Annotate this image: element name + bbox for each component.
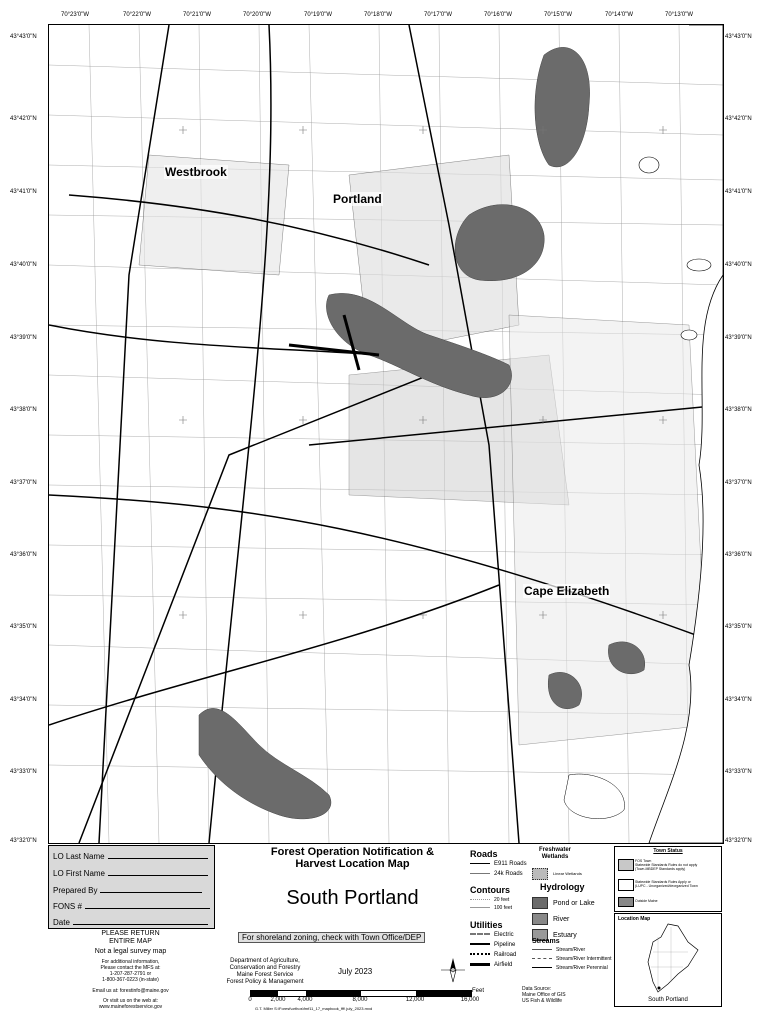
lat-tick-label: 43°37'0"N [725, 480, 752, 486]
town-label-portland: Portland [333, 192, 382, 206]
lat-tick-label: 43°36'0"N [725, 552, 752, 558]
dept-line2: Conservation and Forestry [229, 965, 301, 971]
web-note: Or visit us on the web at: [102, 998, 159, 1004]
shoreland-note: For shoreland zoning, check with Town Office/DEP [238, 932, 425, 943]
return-notes [48, 930, 213, 1010]
status-swatch-outside [618, 897, 634, 907]
legend-airfield: Airfield [494, 962, 513, 968]
lon-tick-label: 70°17'0"W [423, 12, 453, 18]
date-field[interactable] [73, 924, 208, 925]
map-title [230, 846, 475, 870]
location-map-box [614, 913, 722, 1007]
data-source [522, 986, 566, 1004]
legend-100ft: 100 feet [494, 905, 513, 911]
lat-tick-label: 43°38'0"N [10, 407, 37, 413]
scale-label: 8,000 [352, 997, 368, 1003]
legend-e911-roads: E911 Roads [494, 861, 527, 867]
status-outside: Outside Maine [635, 899, 658, 903]
lon-tick-label: 70°21'0"W [182, 12, 212, 18]
info4: 1-800-367-0223 (in-state) [102, 977, 159, 983]
title-line1: Forest Operation Notification & [270, 846, 435, 858]
wetlands-title1: Freshwater [538, 847, 571, 853]
footer-path: G.T. Miller S:\Forest\orthos\fmf11_17_mapbook_fff\ july_2023.mxd [255, 1006, 373, 1011]
lon-tick-label: 70°19'0"W [303, 12, 333, 18]
maine-outline-icon [643, 922, 703, 994]
north-arrow-icon [440, 957, 466, 988]
status-swatch-statewide [618, 879, 634, 891]
legend-pond: Pond or Lake [553, 900, 595, 907]
scale-label: 0 [248, 997, 252, 1003]
info2: Please contact the MFS at: [100, 965, 161, 971]
legend-stream1: Stream/River [556, 947, 586, 953]
fons-label: FONS # [53, 902, 82, 911]
lo-first-name-field[interactable] [108, 875, 208, 876]
legend-contours [470, 885, 512, 912]
department [205, 958, 325, 986]
title-line2: Harvest Location Map [295, 858, 410, 870]
lat-tick-label: 43°43'0"N [725, 34, 752, 40]
map-canvas [49, 25, 723, 843]
lo-last-name-label: LO Last Name [53, 852, 105, 861]
utilities-title: Utilities [470, 920, 503, 930]
return-line2: ENTIRE MAP [109, 938, 152, 945]
legend-electric: Electric [494, 932, 514, 938]
scale-label: 12,000 [405, 997, 425, 1003]
map-frame[interactable] [48, 24, 724, 844]
legend-railroad: Railroad [494, 952, 517, 958]
lat-tick-label: 43°33'0"N [10, 769, 37, 775]
legend-river: River [553, 916, 570, 923]
dept-line1: Department of Agriculture, [230, 958, 300, 964]
dept-line4: Forest Policy & Management [226, 979, 304, 985]
scale-bar [250, 990, 472, 997]
status-fos-b: Statewide Standards Rules do not apply [635, 863, 698, 867]
lat-tick-label: 43°32'0"N [10, 838, 37, 844]
legend-stream3: Stream/River Perennial [556, 965, 608, 971]
wetland-label: Linear Wetlands [553, 871, 582, 877]
status-fos-c: (Town-MBDEP Standards apply) [635, 867, 686, 871]
lat-tick-label: 43°33'0"N [725, 769, 752, 775]
lat-tick-label: 43°40'0"N [725, 262, 752, 268]
lat-tick-label: 43°40'0"N [10, 262, 37, 268]
lo-first-name-label: LO First Name [53, 869, 106, 878]
status-swatch-fos [618, 859, 634, 871]
fons-field[interactable] [85, 908, 210, 909]
contours-title: Contours [470, 885, 510, 895]
lon-tick-label: 70°18'0"W [363, 12, 393, 18]
lat-tick-label: 43°41'0"N [725, 189, 752, 195]
lon-tick-label: 70°15'0"W [543, 12, 573, 18]
legend-pipeline: Pipeline [494, 942, 516, 948]
lat-tick-label: 43°37'0"N [10, 480, 37, 486]
legend-wetland-item [532, 868, 582, 880]
lat-tick-label: 43°41'0"N [10, 189, 37, 195]
legend-roads [470, 849, 527, 879]
lon-tick-label: 70°23'0"W [60, 12, 90, 18]
info1: For additional information, [101, 959, 160, 965]
info3: 1-207-287-2791 or [109, 971, 152, 977]
scale-label: 4,000 [297, 997, 313, 1003]
status-fos [635, 859, 697, 871]
email-link[interactable]: Email us at: forestinfo@maine.gov [92, 988, 169, 994]
status-statewide-a: Statewide Standards Rules Apply or [635, 880, 691, 884]
lat-tick-label: 43°39'0"N [10, 335, 37, 341]
scale-unit: Feet [472, 988, 485, 994]
wetlands-title2: Wetlands [541, 854, 569, 860]
legend-stream2: Stream/River Intermittent [556, 956, 612, 962]
map-date: July 2023 [338, 967, 373, 976]
lat-tick-label: 43°38'0"N [725, 407, 752, 413]
lat-tick-label: 43°35'0"N [725, 624, 752, 630]
status-statewide [635, 880, 698, 888]
dept-line3: Maine Forest Service [236, 972, 294, 978]
lon-tick-label: 70°16'0"W [483, 12, 513, 18]
date-label: Date [53, 918, 70, 927]
lo-last-name-field[interactable] [108, 858, 208, 859]
roads-title: Roads [470, 849, 498, 859]
location-map-town: South Portland [648, 997, 688, 1003]
legend-20ft: 20 feet [494, 897, 510, 903]
streams-title: Streams [532, 938, 560, 945]
lon-tick-label: 70°14'0"W [604, 12, 634, 18]
lat-tick-label: 43°34'0"N [725, 697, 752, 703]
legend-utilities [470, 920, 516, 970]
town-status-title: Town Status [653, 848, 683, 854]
data-source-l2: Maine Office of GIS [522, 992, 566, 998]
lon-tick-label: 70°20'0"W [242, 12, 272, 18]
town-status-box [614, 846, 722, 912]
location-map-title: Location Map [618, 916, 651, 922]
prepared-by-label: Prepared By [53, 886, 98, 895]
lon-tick-label: 70°22'0"W [122, 12, 152, 18]
status-statewide-b: (LUPC - Unorganized/deorganized Town [635, 884, 698, 888]
legal-note: Not a legal survey map [94, 948, 167, 955]
lat-tick-label: 43°42'0"N [725, 116, 752, 122]
lat-tick-label: 43°42'0"N [10, 116, 37, 122]
scale-label: 2,000 [270, 997, 286, 1003]
lon-tick-label: 70°13'0"W [664, 12, 694, 18]
prepared-by-field[interactable] [100, 892, 202, 893]
legend-streams [532, 937, 612, 973]
web-link[interactable]: www.maineforestservice.gov [98, 1004, 163, 1010]
legend-24k-roads: 24k Roads [494, 871, 523, 877]
lat-tick-label: 43°39'0"N [725, 335, 752, 341]
legend-estuary: Estuary [553, 932, 577, 939]
lat-tick-label: 43°34'0"N [10, 697, 37, 703]
data-source-l1: Data Source: [522, 986, 552, 992]
landowner-form [48, 845, 215, 929]
data-source-l3: US Fish & Wildlife [522, 998, 563, 1004]
status-fos-a: FOS Town [635, 859, 652, 863]
scale-label: 16,000 [460, 997, 480, 1003]
hydrology-title: Hydrology [540, 882, 585, 892]
lat-tick-label: 43°35'0"N [10, 624, 37, 630]
town-title: South Portland [286, 887, 419, 909]
town-label-cape-elizabeth: Cape Elizabeth [524, 584, 610, 598]
town-label-westbrook: Westbrook [165, 165, 227, 179]
lat-tick-label: 43°43'0"N [10, 34, 37, 40]
lat-tick-label: 43°36'0"N [10, 552, 37, 558]
legend-wetlands [530, 847, 580, 861]
lat-tick-label: 43°32'0"N [725, 838, 752, 844]
return-line1: PLEASE RETURN [101, 930, 160, 937]
